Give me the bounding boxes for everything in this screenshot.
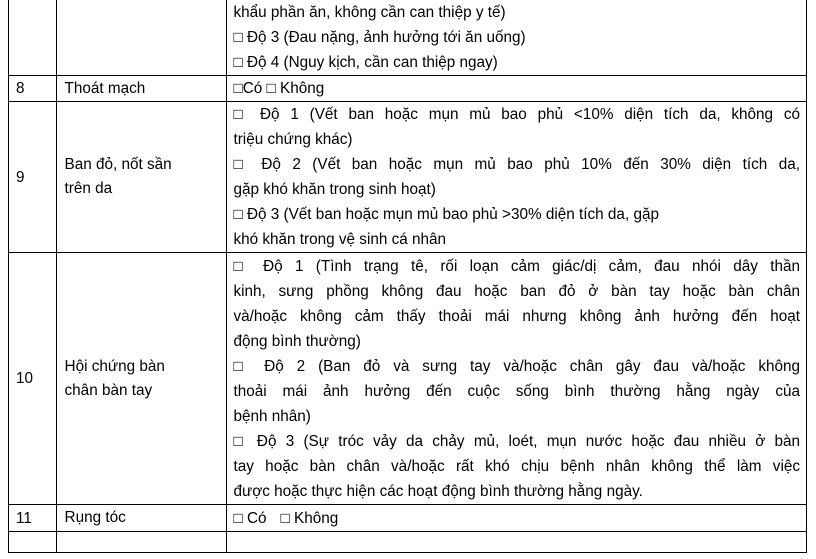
- grade-1-option: □ Độ 1 (Vết ban hoặc mụn mủ bao phủ <10% diện tích da, không có: [233, 106, 800, 123]
- yes-option: □ Có: [233, 509, 267, 527]
- table-row-hand-foot-syndrome: [9, 253, 807, 505]
- row-name-line: trên da: [64, 180, 113, 197]
- row-name-line: chân bàn tay: [64, 381, 153, 399]
- row-name-cell: [56, 0, 227, 76]
- grade-2-option: □ Độ 2 (Vết ban hoặc mụn mủ bao phủ 10% đến 30% diện tích da,: [233, 156, 800, 173]
- table-row-extravasation: [9, 76, 807, 102]
- description-line: kinh, sưng phồng không đau hoặc ban đỏ ở bàn tay hoặc bàn chân: [233, 282, 800, 300]
- grade-3-option: □ Độ 3 (Sự tróc vảy da chảy mủ, loét, mụn nước hoặc đau nhiều ở bàn: [233, 432, 800, 450]
- grade-3-option: □ Độ 3 (Đau nặng, ảnh hưởng tới ăn uống): [233, 29, 526, 46]
- description-line: gặp khó khăn trong sinh hoạt): [233, 181, 436, 198]
- description-line: tay hoặc bàn chân và/hoặc rất khó chịu bệnh nhân không thể làm việc: [233, 457, 800, 475]
- description-line: triệu chứng khác): [233, 131, 353, 148]
- adverse-effects-table: [8, 0, 807, 553]
- row-name-cell: [56, 532, 227, 553]
- row-number: 10: [9, 253, 57, 505]
- row-number: 8: [9, 76, 57, 102]
- row-description: [227, 102, 807, 253]
- yes-option: □Có: [233, 80, 263, 97]
- description-line: động bình thường): [233, 332, 361, 350]
- description-line: thoải mái ảnh hưởng đến cuộc sống bình thường hằng ngày của: [233, 382, 800, 400]
- row-number-cell: [9, 0, 57, 76]
- description-line: khẩu phần ăn, không cần can thiệp y tế): [233, 4, 506, 21]
- row-name-line: Hội chứng bàn: [64, 357, 165, 375]
- grade-1-option: □ Độ 1 (Tình trạng tê, rối loạn cảm giác/dị cảm, đau nhói dây thần: [233, 257, 800, 275]
- description-line: và/hoặc không cảm thấy thoải mái nhưng không ảnh hưởng đến hoạt: [233, 307, 800, 325]
- row-options: [227, 505, 807, 532]
- table-row-rash: [9, 102, 807, 253]
- row-description: [227, 253, 807, 505]
- table-row-hair-loss: [9, 505, 807, 532]
- row-name: [56, 102, 227, 253]
- row-name-line: Ban đỏ, nốt sần: [64, 156, 172, 173]
- row-options: [227, 76, 807, 102]
- description-line: được hoặc thực hiện các hoạt động bình thường hằng ngày.: [233, 482, 643, 500]
- row-name: Thoát mạch: [56, 76, 227, 102]
- row-number: 9: [9, 102, 57, 253]
- grade-4-option: □ Độ 4 (Nguy kịch, cần can thiệp ngay): [233, 54, 498, 71]
- row-name: [56, 253, 227, 505]
- no-option: □ Không: [266, 80, 325, 97]
- row-description-cell: [227, 0, 807, 76]
- row-number-cell: [9, 532, 57, 553]
- grade-3-option: □ Độ 3 (Vết ban hoặc mụn mủ bao phủ >30% diện tích da, gặp: [233, 206, 659, 223]
- table-row-truncated: [9, 532, 807, 553]
- description-line: khó khăn trong vệ sinh cá nhân: [233, 231, 447, 248]
- grade-2-option: □ Độ 2 (Ban đỏ và sưng tay và/hoặc chân gây đau và/hoặc không: [233, 357, 800, 375]
- row-description-cell: [227, 532, 807, 553]
- table-row-continuation: [9, 0, 807, 76]
- row-name: Rụng tóc: [56, 505, 227, 532]
- no-option: □ Không: [280, 509, 339, 527]
- description-line: bệnh nhân): [233, 407, 311, 425]
- row-number: 11: [9, 505, 57, 532]
